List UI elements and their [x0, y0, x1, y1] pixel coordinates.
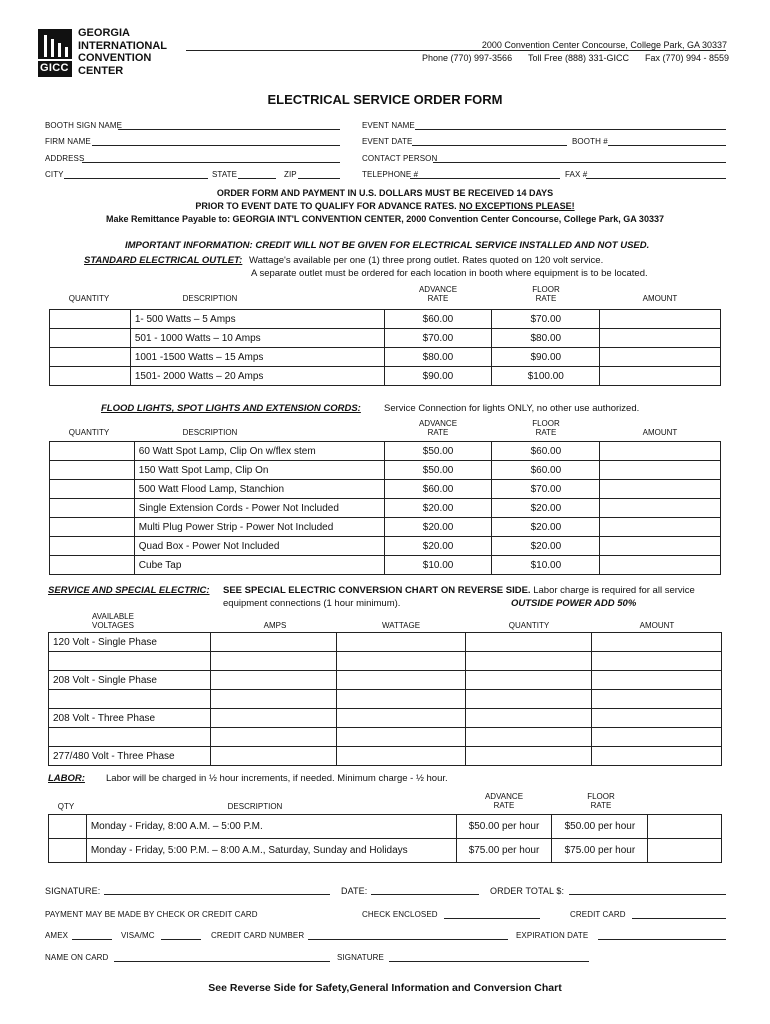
- description-cell: Cube Tap: [134, 556, 384, 575]
- event-name-input[interactable]: [415, 119, 726, 130]
- table-row: [49, 633, 722, 652]
- floor-rate-cell: $20.00: [492, 499, 600, 518]
- booth-sign-name-input[interactable]: [118, 119, 340, 130]
- quantity-cell[interactable]: [50, 442, 135, 461]
- amount-cell[interactable]: [592, 671, 722, 690]
- standard-outlet-note1: Wattage's available per one (1) three prong outlet. Rates quoted on 120 volt service.: [249, 255, 604, 266]
- standard-col-advance: ADVANCE RATE: [418, 285, 458, 303]
- booth-no-label: BOOTH #: [572, 137, 608, 146]
- special-col-wattage: WATTAGE: [381, 621, 421, 630]
- outside-power-note: OUTSIDE POWER ADD 50%: [511, 598, 637, 609]
- flood-col-description: DESCRIPTION: [182, 428, 238, 437]
- advance-rate-cell: $75.00 per hour: [456, 839, 552, 863]
- zip-input[interactable]: [298, 168, 340, 179]
- labor-heading: LABOR:: [48, 773, 85, 784]
- table-row: [49, 728, 722, 747]
- voltage-cell: 120 Volt - Single Phase: [49, 633, 211, 652]
- notice-line1: ORDER FORM AND PAYMENT IN U.S. DOLLARS MUST BE RECEIVED 14 DAYS: [216, 188, 554, 198]
- amount-cell[interactable]: [600, 367, 721, 386]
- header-phone: Phone (770) 997-3566: [422, 53, 513, 63]
- contact-person-label: CONTACT PERSON: [362, 154, 438, 163]
- visa-mc-input[interactable]: [161, 929, 201, 940]
- special-col-amount: AMOUNT: [639, 621, 675, 630]
- qty-cell[interactable]: [49, 815, 87, 839]
- labor-col-description: DESCRIPTION: [227, 802, 283, 811]
- amount-cell[interactable]: [600, 348, 721, 367]
- advance-rate-cell: $90.00: [384, 367, 492, 386]
- description-cell: 150 Watt Spot Lamp, Clip On: [134, 461, 384, 480]
- signature2-label: SIGNATURE: [337, 953, 384, 962]
- special-electric-heading: SERVICE AND SPECIAL ELECTRIC:: [48, 585, 210, 596]
- special-electric-note: SEE SPECIAL ELECTRIC CONVERSION CHART ON REVERSE SIDE. Labor charge is required for all service: [223, 585, 695, 596]
- floor-rate-cell: $20.00: [492, 518, 600, 537]
- voltage-cell: [49, 690, 211, 709]
- amount-cell[interactable]: [592, 709, 722, 728]
- wattage-cell[interactable]: [336, 728, 466, 747]
- payment-note: PAYMENT MAY BE MADE BY CHECK OR CREDIT CARD: [45, 910, 258, 919]
- expiration-date-input[interactable]: [598, 929, 726, 940]
- quantity-cell[interactable]: [50, 556, 135, 575]
- amount-cell[interactable]: [592, 690, 722, 709]
- event-name-label: EVENT NAME: [362, 121, 415, 130]
- description-cell: Quad Box - Power Not Included: [134, 537, 384, 556]
- floor-rate-cell: $70.00: [492, 480, 600, 499]
- quantity-cell[interactable]: [50, 518, 135, 537]
- notice-line2: PRIOR TO EVENT DATE TO QUALIFY FOR ADVANCE RATES. NO EXCEPTIONS PLEASE!: [195, 201, 575, 211]
- header-address: 2000 Convention Center Concourse, College Park, GA 30337: [481, 40, 727, 50]
- expiration-date-label: EXPIRATION DATE: [516, 931, 589, 940]
- date-label: DATE:: [341, 886, 368, 896]
- amps-cell[interactable]: [210, 633, 336, 652]
- amount-cell[interactable]: [592, 747, 722, 766]
- amps-cell[interactable]: [210, 709, 336, 728]
- credit-card-label: CREDIT CARD: [570, 910, 626, 919]
- description-cell: 1- 500 Watts – 5 Amps: [130, 310, 384, 329]
- flood-lights-note: Service Connection for lights ONLY, no other use authorized.: [384, 403, 640, 414]
- voltage-cell: 208 Volt - Three Phase: [49, 709, 211, 728]
- amount-cell[interactable]: [592, 728, 722, 747]
- amex-input[interactable]: [72, 929, 112, 940]
- logo-name: GEORGIA INTERNATIONAL CONVENTION CENTER: [78, 27, 168, 77]
- table-row: [50, 537, 721, 556]
- booth-sign-name-label: BOOTH SIGN NAME: [45, 121, 123, 130]
- notice-remittance: Make Remittance Payable to: GEORGIA INT'L CONVENTION CENTER, 2000 Convention Center Concourse, College Park, GA 30337: [106, 214, 664, 224]
- address-input[interactable]: [82, 152, 340, 163]
- quantity-cell[interactable]: [50, 310, 131, 329]
- event-date-input[interactable]: [412, 135, 567, 146]
- table-row: [50, 310, 721, 329]
- standard-col-quantity: QUANTITY: [68, 294, 110, 303]
- check-enclosed-input[interactable]: [444, 908, 540, 919]
- contact-person-input[interactable]: [433, 152, 726, 163]
- state-input[interactable]: [238, 168, 276, 179]
- amount-cell[interactable]: [648, 839, 722, 863]
- quantity-cell[interactable]: [466, 652, 592, 671]
- floor-rate-cell: $50.00 per hour: [552, 815, 648, 839]
- standard-outlet-table: [49, 309, 721, 386]
- floor-rate-cell: $10.00: [492, 556, 600, 575]
- table-row: [50, 348, 721, 367]
- credit-card-input[interactable]: [632, 908, 726, 919]
- order-total-label: ORDER TOTAL $:: [490, 886, 565, 896]
- floor-rate-cell: $75.00 per hour: [552, 839, 648, 863]
- advance-rate-cell: $20.00: [384, 499, 492, 518]
- voltage-cell: 277/480 Volt - Three Phase: [49, 747, 211, 766]
- telephone-input[interactable]: [410, 168, 560, 179]
- amount-cell[interactable]: [600, 537, 721, 556]
- header-tollfree: Toll Free (888) 331-GICC: [528, 53, 630, 63]
- quantity-cell[interactable]: [466, 747, 592, 766]
- credit-card-number-input[interactable]: [308, 929, 508, 940]
- quantity-cell[interactable]: [50, 329, 131, 348]
- floor-rate-cell: $60.00: [492, 442, 600, 461]
- signature-input[interactable]: [104, 884, 330, 895]
- description-cell: Monday - Friday, 8:00 A.M. – 5:00 P.M.: [86, 815, 456, 839]
- amount-cell[interactable]: [600, 499, 721, 518]
- credit-card-number-label: CREDIT CARD NUMBER: [211, 931, 305, 940]
- advance-rate-cell: $50.00 per hour: [456, 815, 552, 839]
- description-cell: 1501- 2000 Watts – 20 Amps: [130, 367, 384, 386]
- description-cell: Monday - Friday, 5:00 P.M. – 8:00 A.M., Saturday, Sunday and Holidays: [86, 839, 456, 863]
- signature2-input[interactable]: [389, 951, 589, 962]
- labor-note: Labor will be charged in ½ hour increments, if needed. Minimum charge - ½ hour.: [106, 773, 448, 784]
- signature-label: SIGNATURE:: [45, 886, 101, 896]
- flood-lights-table: [49, 441, 721, 575]
- fax-no-label: FAX #: [565, 170, 588, 179]
- quantity-cell[interactable]: [466, 671, 592, 690]
- qty-cell[interactable]: [49, 839, 87, 863]
- advance-rate-cell: $80.00: [384, 348, 492, 367]
- table-row: [50, 367, 721, 386]
- amps-cell[interactable]: [210, 671, 336, 690]
- flood-col-floor: FLOOR RATE: [532, 419, 560, 437]
- amount-cell[interactable]: [600, 556, 721, 575]
- amount-cell[interactable]: [648, 815, 722, 839]
- flood-col-quantity: QUANTITY: [68, 428, 110, 437]
- quantity-cell[interactable]: [466, 690, 592, 709]
- table-row: [49, 671, 722, 690]
- labor-table: [48, 814, 722, 863]
- description-cell: Single Extension Cords - Power Not Included: [134, 499, 384, 518]
- telephone-label: TELEPHONE #: [362, 170, 419, 179]
- floor-rate-cell: $70.00: [492, 310, 600, 329]
- description-cell: Multi Plug Power Strip - Power Not Included: [134, 518, 384, 537]
- firm-name-label: FIRM NAME: [45, 137, 91, 146]
- flood-lights-heading: FLOOD LIGHTS, SPOT LIGHTS AND EXTENSION CORDS:: [101, 403, 361, 414]
- reverse-side-note: See Reverse Side for Safety,General Information and Conversion Chart: [208, 982, 562, 994]
- description-cell: 60 Watt Spot Lamp, Clip On w/flex stem: [134, 442, 384, 461]
- flood-col-advance: ADVANCE RATE: [418, 419, 458, 437]
- amount-cell[interactable]: [600, 480, 721, 499]
- table-row: [49, 709, 722, 728]
- special-electric-note2: equipment connections (1 hour minimum).: [223, 598, 401, 609]
- logo-abbr: GICC: [40, 62, 69, 74]
- table-row: [49, 652, 722, 671]
- wattage-cell[interactable]: [336, 747, 466, 766]
- amount-cell[interactable]: [600, 461, 721, 480]
- standard-col-amount: AMOUNT: [642, 294, 678, 303]
- quantity-cell[interactable]: [50, 461, 135, 480]
- amount-cell[interactable]: [592, 633, 722, 652]
- wattage-cell[interactable]: [336, 690, 466, 709]
- table-row: [50, 461, 721, 480]
- table-row: [49, 839, 722, 863]
- header-fax: Fax (770) 994 - 8559: [645, 53, 730, 63]
- special-electric-table: [48, 632, 722, 766]
- check-enclosed-label: CHECK ENCLOSED: [362, 910, 438, 919]
- amps-cell[interactable]: [210, 690, 336, 709]
- quantity-cell[interactable]: [466, 633, 592, 652]
- advance-rate-cell: $60.00: [384, 310, 492, 329]
- amount-cell[interactable]: [600, 442, 721, 461]
- amps-cell[interactable]: [210, 728, 336, 747]
- firm-name-input[interactable]: [92, 135, 340, 146]
- city-label: CITY: [45, 170, 64, 179]
- quantity-cell[interactable]: [50, 367, 131, 386]
- floor-rate-cell: $20.00: [492, 537, 600, 556]
- voltage-cell: [49, 728, 211, 747]
- date-input[interactable]: [371, 884, 479, 895]
- description-cell: 501 - 1000 Watts – 10 Amps: [130, 329, 384, 348]
- amount-cell[interactable]: [600, 518, 721, 537]
- flood-col-amount: AMOUNT: [642, 428, 678, 437]
- amex-label: AMEX: [45, 931, 69, 940]
- advance-rate-cell: $10.00: [384, 556, 492, 575]
- advance-rate-cell: $50.00: [384, 461, 492, 480]
- city-input[interactable]: [64, 168, 208, 179]
- amount-cell[interactable]: [592, 652, 722, 671]
- standard-outlet-heading: STANDARD ELECTRICAL OUTLET:: [84, 255, 243, 266]
- fax-no-input[interactable]: [586, 168, 726, 179]
- quantity-cell[interactable]: [466, 728, 592, 747]
- advance-rate-cell: $20.00: [384, 518, 492, 537]
- voltage-cell: 208 Volt - Single Phase: [49, 671, 211, 690]
- description-cell: 500 Watt Flood Lamp, Stanchion: [134, 480, 384, 499]
- quantity-cell[interactable]: [50, 537, 135, 556]
- quantity-cell[interactable]: [50, 480, 135, 499]
- table-row: [50, 556, 721, 575]
- wattage-cell[interactable]: [336, 709, 466, 728]
- gicc-logo: [38, 27, 168, 79]
- floor-rate-cell: $80.00: [492, 329, 600, 348]
- zip-label: ZIP: [284, 170, 297, 179]
- table-row: [50, 442, 721, 461]
- labor-col-qty: QTY: [57, 802, 75, 811]
- amount-cell[interactable]: [600, 310, 721, 329]
- visa-mc-label: VISA/MC: [121, 931, 155, 940]
- state-label: STATE: [212, 170, 238, 179]
- special-col-quantity: QUANTITY: [508, 621, 550, 630]
- amps-cell[interactable]: [210, 747, 336, 766]
- booth-no-input[interactable]: [608, 135, 726, 146]
- order-total-input[interactable]: [569, 884, 726, 895]
- standard-outlet-note2: A separate outlet must be ordered for each location in booth where equipment is to be located.: [251, 268, 648, 279]
- event-date-label: EVENT DATE: [362, 137, 413, 146]
- table-row: [50, 480, 721, 499]
- table-row: [49, 690, 722, 709]
- floor-rate-cell: $100.00: [492, 367, 600, 386]
- name-on-card-input[interactable]: [114, 951, 330, 962]
- wattage-cell[interactable]: [336, 633, 466, 652]
- description-cell: 1001 -1500 Watts – 15 Amps: [130, 348, 384, 367]
- amps-cell[interactable]: [210, 652, 336, 671]
- floor-rate-cell: $60.00: [492, 461, 600, 480]
- labor-col-floor: FLOOR RATE: [587, 792, 615, 810]
- advance-rate-cell: $20.00: [384, 537, 492, 556]
- table-row: [50, 499, 721, 518]
- special-col-voltages: AVAILABLE VOLTAGES: [92, 612, 134, 630]
- standard-col-description: DESCRIPTION: [182, 294, 238, 303]
- name-on-card-label: NAME ON CARD: [45, 953, 109, 962]
- header-rule: [186, 50, 726, 51]
- amount-cell[interactable]: [600, 329, 721, 348]
- table-row: [50, 329, 721, 348]
- standard-col-floor: FLOOR RATE: [532, 285, 560, 303]
- quantity-cell[interactable]: [50, 499, 135, 518]
- advance-rate-cell: $60.00: [384, 480, 492, 499]
- floor-rate-cell: $90.00: [492, 348, 600, 367]
- labor-col-advance: ADVANCE RATE: [484, 792, 524, 810]
- table-row: [49, 815, 722, 839]
- special-col-amps: AMPS: [263, 621, 287, 630]
- quantity-cell[interactable]: [50, 348, 131, 367]
- address-label: ADDRESS: [45, 154, 85, 163]
- voltage-cell: [49, 652, 211, 671]
- quantity-cell[interactable]: [466, 709, 592, 728]
- wattage-cell[interactable]: [336, 652, 466, 671]
- page-title: ELECTRICAL SERVICE ORDER FORM: [267, 92, 503, 107]
- table-row: [49, 747, 722, 766]
- important-information: IMPORTANT INFORMATION: CREDIT WILL NOT BE GIVEN FOR ELECTRICAL SERVICE INSTALLED AND NOT USED.: [125, 240, 650, 251]
- advance-rate-cell: $50.00: [384, 442, 492, 461]
- wattage-cell[interactable]: [336, 671, 466, 690]
- table-row: [50, 518, 721, 537]
- advance-rate-cell: $70.00: [384, 329, 492, 348]
